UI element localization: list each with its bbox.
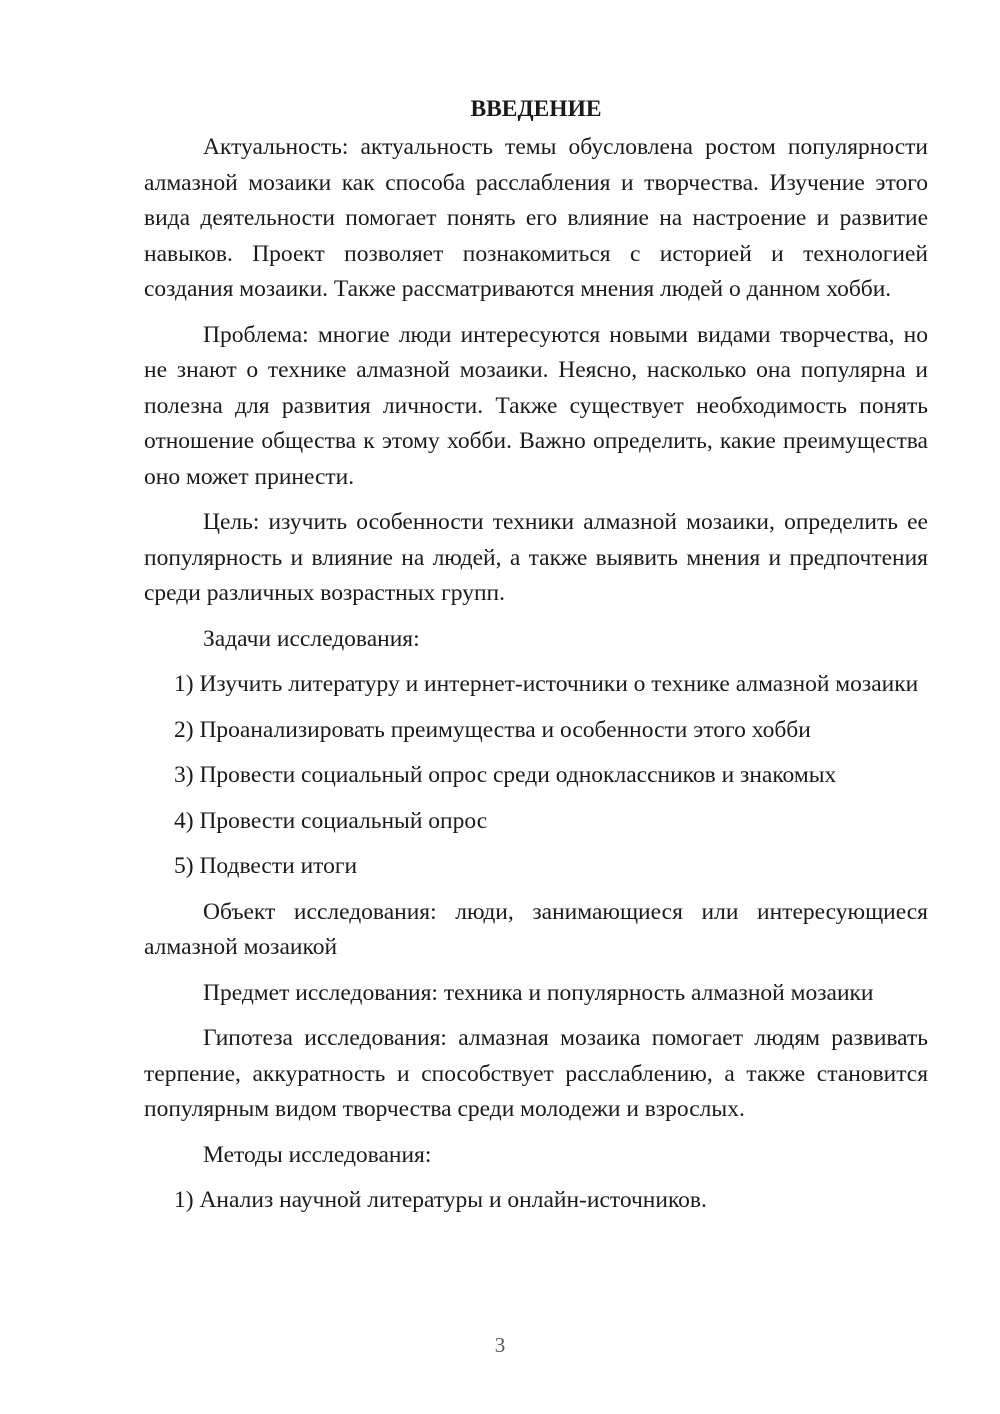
list-item-task-5: 5) Подвести итоги bbox=[174, 853, 358, 879]
list-item-task-2: 2) Проанализировать преимущества и особенности этого хобби bbox=[174, 716, 811, 743]
document-body bbox=[144, 92, 928, 1219]
list-item-task-4: 4) Провести социальный опрос bbox=[174, 807, 488, 834]
paragraph-subject: Предмет исследования: техника и популярность алмазной мозаики bbox=[203, 979, 874, 1006]
paragraph-methods-heading: Методы исследования: bbox=[203, 1141, 432, 1168]
list-item-task-1: 1) Изучить литературу и интернет-источники о технике алмазной мозаики bbox=[174, 671, 919, 697]
page-number: 3 bbox=[494, 1333, 506, 1357]
paragraph-relevance: Актуальность: актуальность темы обусловлена ростом популярности алмазной мозаики как способа расслабления и творчества. Изучение этого вида деятельности помогает понять его влияние на настроение и развитие навыков. Проект позволяет познакомиться с историей и технологией создания мозаики. Также рассматриваются мнения людей о данном хобби. bbox=[144, 134, 928, 302]
paragraph-tasks-heading: Задачи исследования: bbox=[203, 625, 420, 652]
list-item-task-3: 3) Провести социальный опрос среди одноклассников и знакомых bbox=[174, 762, 837, 788]
paragraph-problem: Проблема: многие люди интересуются новыми видами творчества, но не знают о технике алмазной мозаики. Неясно, насколько она популярна и полезна для развития личности. Также существует необходимость понять отношение общества к этому хобби. Важно определить, какие преимущества оно может принести. bbox=[144, 321, 928, 490]
section-title: ВВЕДЕНИЕ bbox=[470, 96, 602, 122]
paragraph-hypothesis: Гипотеза исследования: алмазная мозаика помогает людям развивать терпение, аккуратность и способствует расслаблению, а также становится популярным видом творчества среди молодежи и взрослых. bbox=[144, 1025, 928, 1122]
list-item-method-1: 1) Анализ научной литературы и онлайн-источников. bbox=[174, 1187, 707, 1213]
paragraph-object: Объект исследования: люди, занимающиеся или интересующиеся алмазной мозаикой bbox=[144, 898, 928, 960]
paragraph-goal: Цель: изучить особенности техники алмазной мозаики, определить ее популярность и влияние на людей, а также выявить мнения и предпочтения среди различных возрастных групп. bbox=[144, 509, 928, 606]
